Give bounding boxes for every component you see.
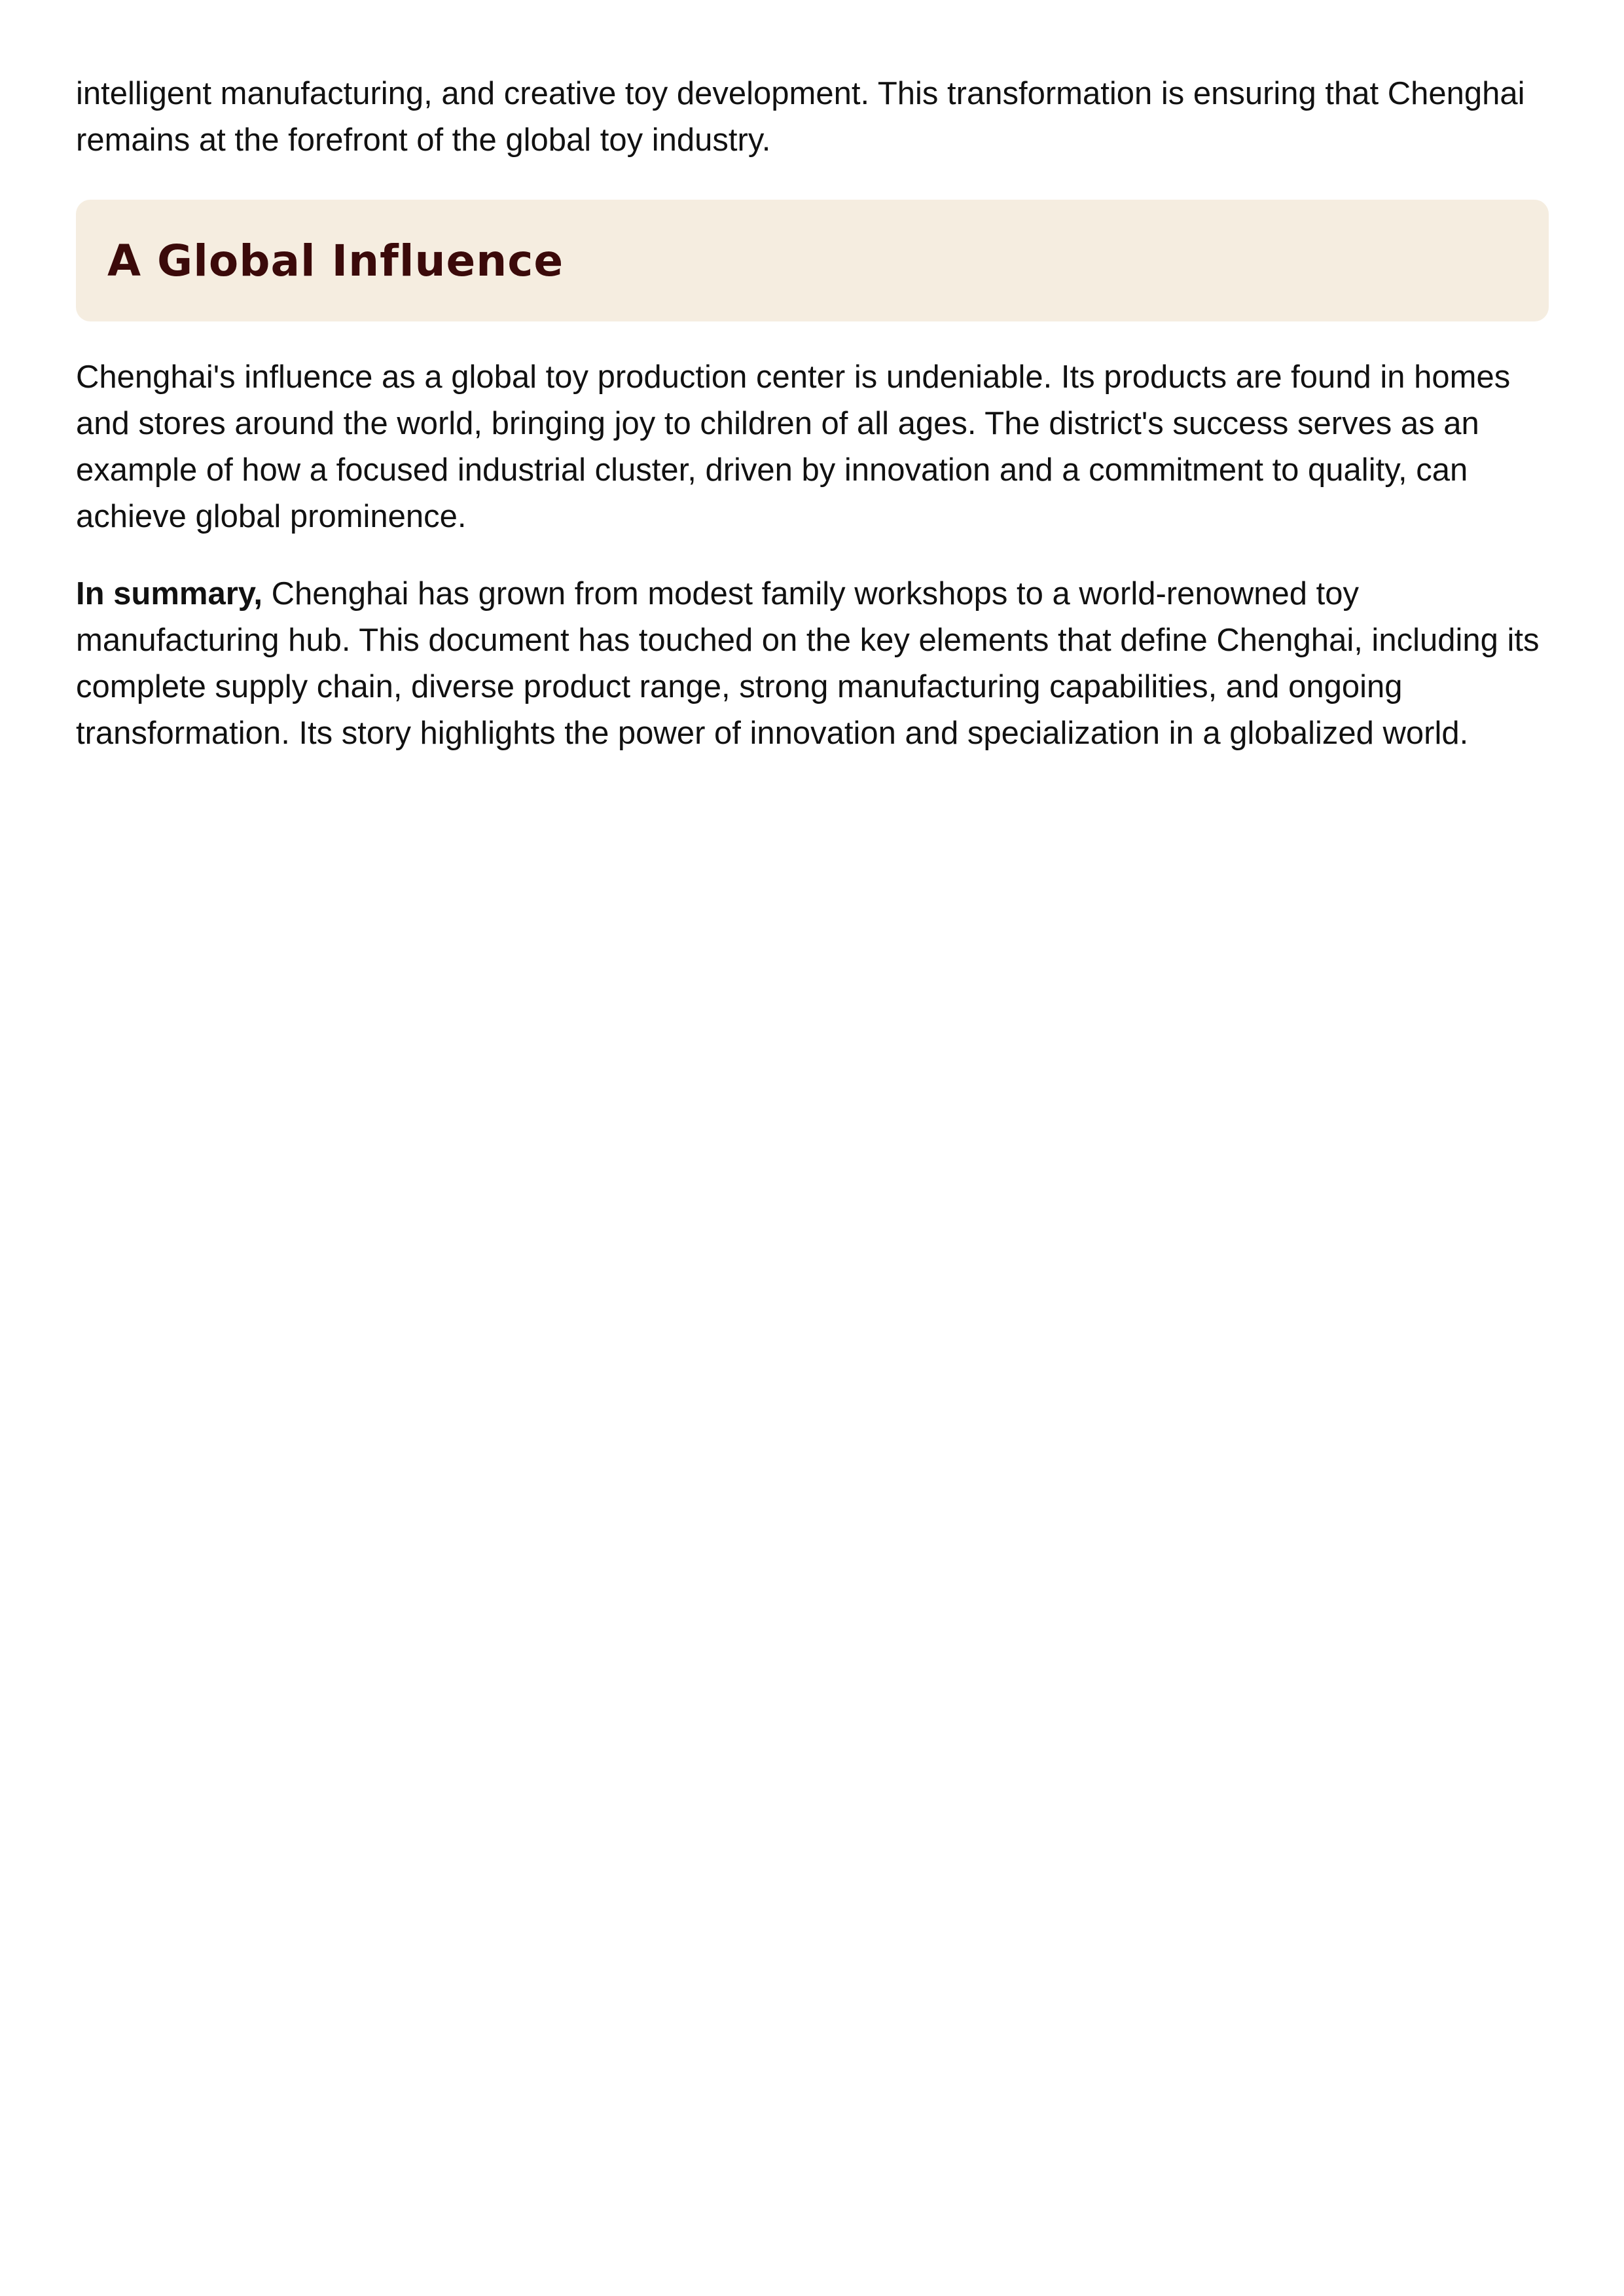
section-header-box (76, 200, 1549, 321)
intro-continuation-paragraph: intelligent manufacturing, and creative toy development. This transformation is ensuring that Chenghai remains at the forefront of the global toy industry. (76, 76, 1525, 158)
summary-lead: In summary, (76, 576, 263, 611)
document-page (76, 71, 1549, 757)
section-heading: A Global Influence (107, 235, 564, 286)
summary-paragraph (76, 571, 1549, 757)
summary-text: Chenghai has grown from modest family workshops to a world-renowned toy manufacturing hub. This document has touched on the key elements that define Chenghai, including its complete supply chain, diverse product range, strong manufacturing capabilities, and ongoing transformation. Its story highlights the power of innovation and specialization in a globalized world. (76, 576, 1540, 751)
influence-paragraph: Chenghai's influence as a global toy production center is undeniable. Its products are found in homes and stores around the world, bringing joy to children of all ages. The district's success serves as an example of how a focused industrial cluster, driven by innovation and a commitment to quality, can achieve global prominence. (76, 359, 1511, 534)
